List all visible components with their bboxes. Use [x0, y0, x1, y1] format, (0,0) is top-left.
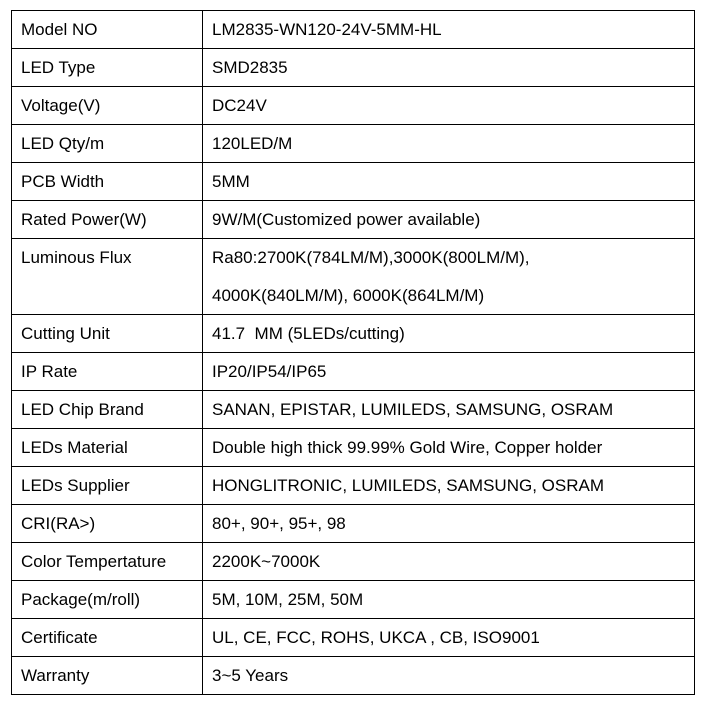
spec-value: SMD2835: [203, 49, 695, 87]
spec-value: 3~5 Years: [203, 657, 695, 695]
spec-value: 120LED/M: [203, 125, 695, 163]
spec-value: UL, CE, FCC, ROHS, UKCA , CB, ISO9001: [203, 619, 695, 657]
table-row: [12, 619, 695, 657]
spec-label: LED Qty/m: [12, 125, 203, 163]
table-row: [12, 467, 695, 505]
table-row: [12, 163, 695, 201]
table-row: [12, 429, 695, 467]
spec-value: 41.7 MM (5LEDs/cutting): [203, 315, 695, 353]
spec-label: Luminous Flux: [12, 239, 203, 315]
table-row: [12, 49, 695, 87]
spec-label: Voltage(V): [12, 87, 203, 125]
table-row: [12, 391, 695, 429]
spec-label: Color Tempertature: [12, 543, 203, 581]
table-row: [12, 11, 695, 49]
spec-label: Certificate: [12, 619, 203, 657]
table-row: [12, 201, 695, 239]
table-row: [12, 87, 695, 125]
spec-value: DC24V: [203, 87, 695, 125]
spec-label: LED Chip Brand: [12, 391, 203, 429]
spec-value: 80+, 90+, 95+, 98: [203, 505, 695, 543]
spec-label: PCB Width: [12, 163, 203, 201]
table-row: [12, 581, 695, 619]
table-row: [12, 505, 695, 543]
spec-label: Model NO: [12, 11, 203, 49]
spec-value: 5MM: [203, 163, 695, 201]
spec-table: [11, 10, 695, 695]
spec-label: Rated Power(W): [12, 201, 203, 239]
spec-value-line-1: Ra80:2700K(784LM/M),3000K(800LM/M),: [212, 247, 530, 267]
spec-label: Warranty: [12, 657, 203, 695]
spec-label: IP Rate: [12, 353, 203, 391]
spec-value: SANAN, EPISTAR, LUMILEDS, SAMSUNG, OSRAM: [203, 391, 695, 429]
table-row: [12, 657, 695, 695]
spec-label: LEDs Supplier: [12, 467, 203, 505]
spec-value: 9W/M(Customized power available): [203, 201, 695, 239]
table-row: [12, 543, 695, 581]
spec-value-line-2: 4000K(840LM/M), 6000K(864LM/M): [212, 285, 485, 305]
spec-label: LEDs Material: [12, 429, 203, 467]
spec-value: 5M, 10M, 25M, 50M: [203, 581, 695, 619]
spec-label: CRI(RA>): [12, 505, 203, 543]
spec-value: IP20/IP54/IP65: [203, 353, 695, 391]
table-row: [12, 125, 695, 163]
spec-value: [203, 239, 695, 315]
spec-label: LED Type: [12, 49, 203, 87]
spec-value: 2200K~7000K: [203, 543, 695, 581]
spec-label: Package(m/roll): [12, 581, 203, 619]
spec-label: Cutting Unit: [12, 315, 203, 353]
table-row: [12, 353, 695, 391]
spec-value: LM2835-WN120-24V-5MM-HL: [203, 11, 695, 49]
spec-value: Double high thick 99.99% Gold Wire, Copper holder: [203, 429, 695, 467]
table-row: [12, 315, 695, 353]
table-row: [12, 239, 695, 315]
spec-value: HONGLITRONIC, LUMILEDS, SAMSUNG, OSRAM: [203, 467, 695, 505]
